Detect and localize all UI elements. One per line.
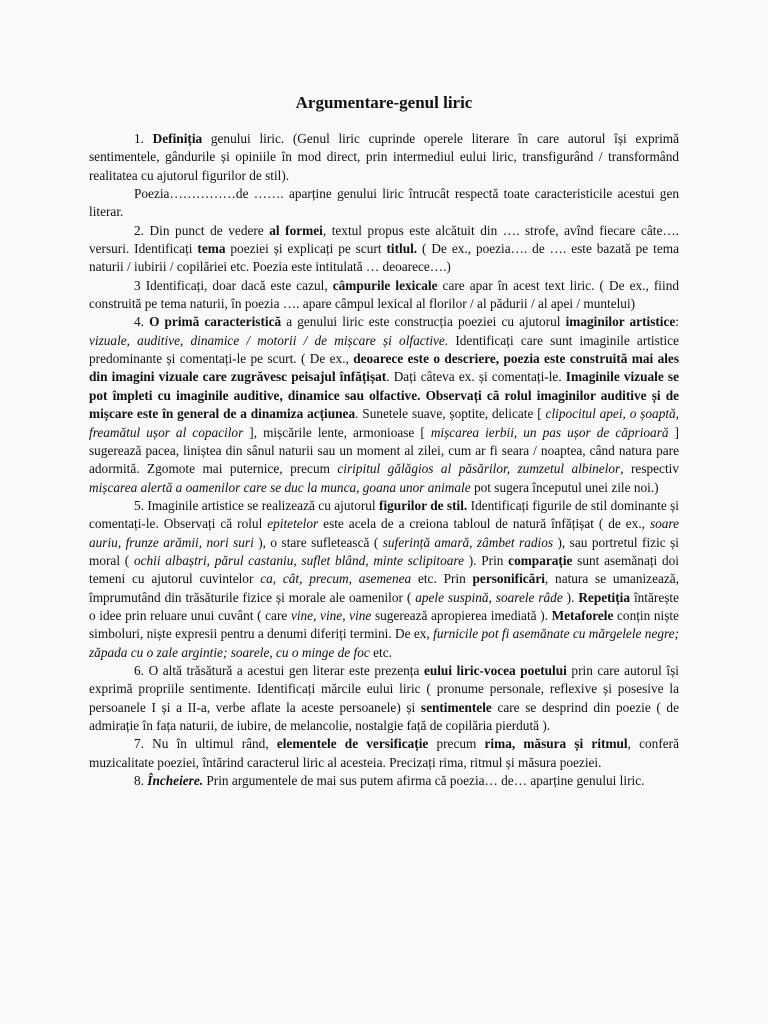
italic-text-run: ca, cât, precum, asemenea [260,571,412,587]
text-run: întărește o idee prin reluare unui cuvânt ( care [89,589,679,623]
paragraph [89,662,679,735]
bold-text-run: sentimentele [420,699,492,715]
italic-text-run: furnicile pot fi asemănate cu mărgelele negre; zăpada cu o zale argintie; soarele, cu o minge de foc [89,626,679,660]
text-run: prin care autorul își exprimă propriile sentimente. Identificați mărcile eului liric ( pronume personale, reflexive și posesive la persoanele I și a II-a, verbe aflate la aceste persoanele) și [89,662,679,715]
italic-text-run: vine, vine, vine [290,607,372,623]
paragraph [89,735,679,772]
bold-text-run: O primă caracteristică [149,314,282,330]
text-run: , natura se umanizează, împrumutând din trăsăturile fizice și morale ale oamenilor ( [89,571,679,605]
bold-text-run: al formei [269,222,323,238]
paragraph [89,185,679,222]
bold-text-run: figurilor de stil. [379,497,468,513]
bold-text-run: Imaginile vizuale se pot împleti cu imaginile auditive, dinamice sau olfactive. Observați că rolul imaginilor auditive și de mișcare este în general de a dinamiza acțiunea [89,369,679,422]
text-run: genului liric. (Genul liric cuprinde operele literare în care autorul își exprimă sentimentele, gândurile și opiniile în mod direct, prin intermediul eului liric, transfigurând / transformând realitatea cu ajutorul figurilor de stil). [89,131,680,183]
bold-text-run: imaginilor artistice [565,314,676,330]
italic-text-run: soare auriu, frunze arămii, nori suri [89,516,679,550]
text-run: a genului liric este construcția poeziei cu ajutorul [281,314,566,330]
text-run: , textul propus este alcătuit din …. strofe, avînd fiecare câte…. versuri. Identificați [89,222,679,257]
paragraph [89,222,679,277]
text-run: Prin argumentele de mai sus putem afirma că poezia… de… aparține genului liric. [203,773,645,789]
bold-text-run: deoarece este o descriere, poezia este construită mai ales din imagini vizuale care zugrăvesc peisajul înfățișat [89,351,680,385]
italic-text-run: epitetelor [267,516,319,532]
italic-text-run: mișcarea ierbii, un pas ușor de căprioară [430,424,669,440]
paragraph [89,130,679,185]
text-run: ), sau portretul fizic și moral ( [89,534,679,568]
text-run: poeziei și explicați pe scurt [225,241,387,257]
text-run: 5. Imaginile artistice se realizează cu ajutorul [134,497,380,513]
bold-text-run: elementele de versificație [276,736,429,752]
document-title: Argumentare-genul liric [295,93,473,112]
text-run: 3 Identificați, doar dacă este cazul, [134,277,333,293]
italic-text-run: ochii albaștri, părul castaniu, suflet blând, minte sclipitoare [133,552,464,568]
italic-text-run: mișcarea alertă a oamenilor care se duc la munca, goana unor animale [89,479,471,495]
text-run: ( De ex., poezia…. de …. este bazată pe tema naturii / iubirii / copilăriei etc. Poezia este intitulată … deoarece….) [89,241,679,275]
italic-text-run: apele suspină, soarele râde [415,589,563,605]
bold-text-run: titlul. [386,241,418,257]
bold-text-run: personificări [472,571,545,587]
text-run: etc. Prin [411,571,473,587]
italic-text-run: clipocitul apei, o șoaptă, freamătul ușor al copacilor [89,406,680,440]
paragraph [89,313,679,496]
italic-text-run: ciripitul gălăgios al păsărilor, zumzetul albinelor [337,461,621,477]
text-run: , conferă muzicalitate poeziei, întărind caracterul liric al acesteia. Precizați rima, ritmul și măsura poeziei. [89,736,679,770]
text-run: 1. [134,131,153,146]
text-run: conțin niște simboluri, niște expresii pentru a denumi diferiți termini. De ex, [89,607,680,642]
bold-text-run: Repetiția [578,589,631,605]
text-run: care apar în acest text liric. ( De ex., fiind construită pe tema naturii, în poezia …. apare câmpul lexical al florilor / al pădurii / al apei / muntelui) [89,277,679,312]
text-run: . Sunetele suave, șoptite, delicate [ [355,406,546,422]
text-run: 2. Din punct de vedere [134,222,270,238]
text-run: 4. [134,314,150,330]
document-body [89,130,679,790]
text-run: este acela de a creiona tabloul de natură înfățișat ( de ex., [318,516,650,532]
bold-text-run: comparație [508,552,573,568]
bold-text-run: rima, măsura și ritmul [484,736,628,752]
text-run: : [675,314,679,330]
paragraph [89,772,679,790]
text-run: Poezia……………de ……. aparține genului liric întrucât respectă toate caracteristicile acestui gen literar. [89,186,679,220]
paragraph [89,277,679,314]
italic-text-run: vizuale, auditive, dinamice / motorii / de mișcare și olfactive. [89,332,449,348]
paragraph [89,497,679,662]
text-run: sugerează apropierea imediată ). [371,607,552,623]
text-run: care se desprind din poezie ( de admirație în fața naturii, de iubire, de melancolie, nostalgie față de copilăria pierdută ). [89,699,679,733]
text-run: pot sugera începutul unei zile noi.) [470,479,659,495]
bold-text-run: eului liric-vocea poetului [423,662,567,678]
text-run: ). Prin [464,552,509,568]
text-run: . Dați câteva ex. și comentați-le. [386,369,566,385]
text-run: ], mișcările lente, armonioase [ [243,424,431,440]
text-run: etc. [369,644,392,660]
text-run: 7. Nu în ultimul rând, [134,736,277,752]
text-run: ), o stare sufletească ( [253,534,383,550]
text-run: ] sugerează pacea, liniștea din sânul naturii sau un moment al zilei, cum ar fi seara / noaptea, când natura pare adormită. Zgomote mai puternice, precum [89,424,679,477]
text-run: 6. O altă trăsătură a acestui gen literar este prezența [134,662,424,678]
bold-text-run: Metaforele [551,607,614,623]
text-run: precum [428,736,485,752]
bold-text-run: câmpurile lexicale [332,277,438,293]
text-run: Identificați figurile de stil dominante și comentați-le. Observați că rolul [89,497,680,532]
text-run: sunt asemănați doi temeni cu ajutorul cuvintelor [89,552,679,587]
text-run: ). [562,589,579,605]
text-run: Identificați care sunt imaginile artistice predominante și comentați-le pe scurt. ( De ex., [89,332,679,367]
text-run: , respectiv [620,461,679,477]
bold-text-run: Încheiere. [147,773,204,789]
bold-text-run: tema [197,241,226,257]
italic-text-run: suferință amară, zâmbet radios [382,534,554,550]
bold-text-run: Definiția [152,131,203,146]
text-run: 8. [134,773,148,789]
